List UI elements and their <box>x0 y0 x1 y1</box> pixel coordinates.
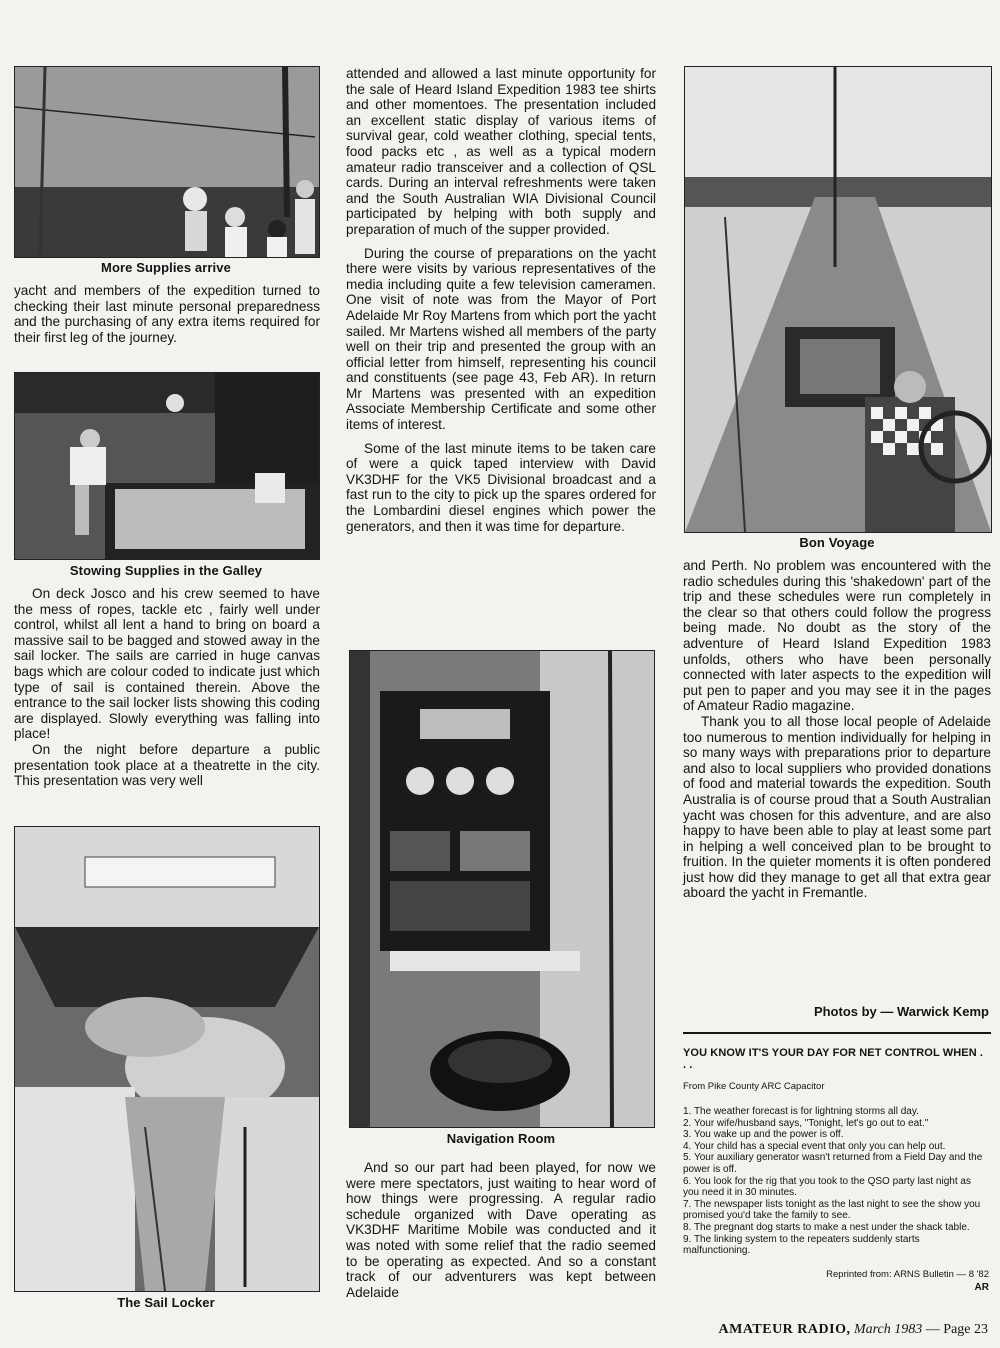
col2-para2-text: During the course of preparations on the yacht there were visits by various representatives of the media including quite a few television cameramen. One visit of note was from the Mayor of Port Adelaide Mr Roy Martens from which port the yacht sailed. Mr Martens wished all members of the party well on their trip and presented the group with an official letter from himself, representing his council and constituents (see page 43, Feb AR). In return Mr Martens was presented with an expedition Associate Membership Certificate and some other items of interest. <box>346 245 656 433</box>
sidebar-title: YOU KNOW IT'S YOUR DAY FOR NET CONTROL WHEN . . . <box>683 1047 984 1071</box>
footer-magazine: AMATEUR RADIO, <box>718 1322 851 1337</box>
photo-galley <box>14 372 320 560</box>
col3-para2-text: Thank you to all those local people of Adelaide too numerous to mention individually for helping in so many ways with preparations prior to departure and also to local suppliers who provided donations of food and material towards the expedition. South Australia is of course proud that a South Australian yacht was chosen for this adventure, and are also happy to have been able to play at least some part in helping a well conceived plan to be brought to fruition. In the quieter moments it is often pondered just how did they manage to get all that extra gear aboard the yacht in Fremantle. <box>683 713 991 901</box>
photo-bon-voyage <box>684 66 992 533</box>
sidebar-sign: AR <box>974 1281 989 1293</box>
sidebar-net-control <box>683 1047 989 1293</box>
list-item: 8. The pregnant dog starts to make a nest under the shack table. <box>683 1221 970 1233</box>
sidebar-source: From Pike County ARC Capacitor <box>683 1081 825 1092</box>
col1-para1 <box>14 283 320 345</box>
list-item: 9. The linking system to the repeaters suddenly starts malfunctioning. <box>683 1233 920 1257</box>
sidebar-reprint: Reprinted from: ARNS Bulletin — 8 '82 <box>826 1268 989 1280</box>
list-item: 1. The weather forecast is for lightning storms all day. <box>683 1106 919 1117</box>
page-footer <box>719 1322 989 1338</box>
list-item: 7. The newspaper lists tonight as the last night to see the show you promised you'd take the family to see. <box>683 1198 981 1222</box>
list-item: 5. Your auxiliary generator wasn't returned from a Field Day and the power is off. <box>683 1152 983 1175</box>
list-item: 6. You look for the rig that you took to the QSO party last night as you need it in 30 minutes. <box>683 1175 971 1199</box>
col1-para2-text: On deck Josco and his crew seemed to have the mess of ropes, tackle etc , fairly well under control, whilst all lent a hand to bring on board a massive sail to be bagged and stowed away in the sail locker. The sails are carried in huge canvas bags which are colour coded to indicate just which type of sail is contained therein. Above the entrance to the sail locker lists showing this coding are displayed. Slowly everything was falling into place! <box>14 586 320 742</box>
photo-more-supplies <box>14 66 320 258</box>
col2-text-top <box>346 66 656 534</box>
footer-issue: March 1983 <box>853 1322 923 1337</box>
caption-navigation-room: Navigation Room <box>446 1131 556 1146</box>
col3-text <box>683 558 991 901</box>
sidebar-list <box>683 1106 989 1257</box>
photo-sail-locker <box>14 826 320 1292</box>
photo-navigation-room <box>349 650 655 1128</box>
col2-para4-text: And so our part had been played, for now we were mere spectators, just waiting to hear word of how things were progressing. A regular radio schedule organized with Dave operating as VK3DHF Maritime Mobile was conducted and it was noted with some relief that the radio seemed to be operating as expected. And so a constant track of our adventurers was kept between Adelaide <box>346 1160 656 1300</box>
col2-text-bottom <box>346 1160 656 1300</box>
col2-para3-text: Some of the last minute items to be taken care of were a quick taped interview with David VK3DHF for the VK5 Divisional broadcast and a fast run to the city to pick up the spares ordered for the Lombardini diesel engines which power the generators, and then it was time for departure. <box>346 440 656 534</box>
caption-bon-voyage: Bon Voyage <box>799 535 875 550</box>
photo-credit: Photos by — Warwick Kemp <box>813 1004 989 1019</box>
caption-more-supplies: More Supplies arrive <box>101 260 231 275</box>
footer-page: — Page 23 <box>925 1322 988 1337</box>
col1-para1-text: yacht and members of the expedition turned to checking their last minute personal preparedness and the purchasing of any extra items required for their first leg of the journey. <box>14 283 320 345</box>
col3-para1-text: and Perth. No problem was encountered with the radio schedules during this 'shakedown' part of the trip and these schedules were run completely in the clear so that others could follow the progress being made. No doubt as the story of the adventure of Heard Island Expedition 1983 unfolds, others who have been personally connected with later aspects to the expedition will put pen to paper and you may see it in the pages of Amateur Radio magazine. <box>683 558 991 714</box>
col1-para3-text: On the night before departure a public presentation took place at a theatrette in the city. This presentation was very well <box>14 741 320 789</box>
caption-sail-locker: The Sail Locker <box>117 1295 215 1310</box>
col2-para1-text: attended and allowed a last minute opportunity for the sale of Heard Island Expedition 1983 tee shirts and other momentoes. The presentation included an excellent static display of various items of survival gear, cold weather clothing, special tents, food packs etc , as well as a typical modern amateur radio transceiver and a collection of QSL cards. During an interval refreshments were taken and the South Australian WIA Divisional Council participated by helping with both supply and preparation of much of the supper provided. <box>346 66 656 237</box>
caption-galley: Stowing Supplies in the Galley <box>69 563 263 578</box>
sidebar-divider <box>683 1032 991 1034</box>
list-item: 4. Your child has a special event that only you can help out. <box>683 1140 946 1152</box>
col1-para2-3 <box>14 586 320 789</box>
list-item: 2. Your wife/husband says, "Tonight, let's go out to eat." <box>683 1117 929 1129</box>
list-item: 3. You wake up and the power is off. <box>683 1129 844 1141</box>
